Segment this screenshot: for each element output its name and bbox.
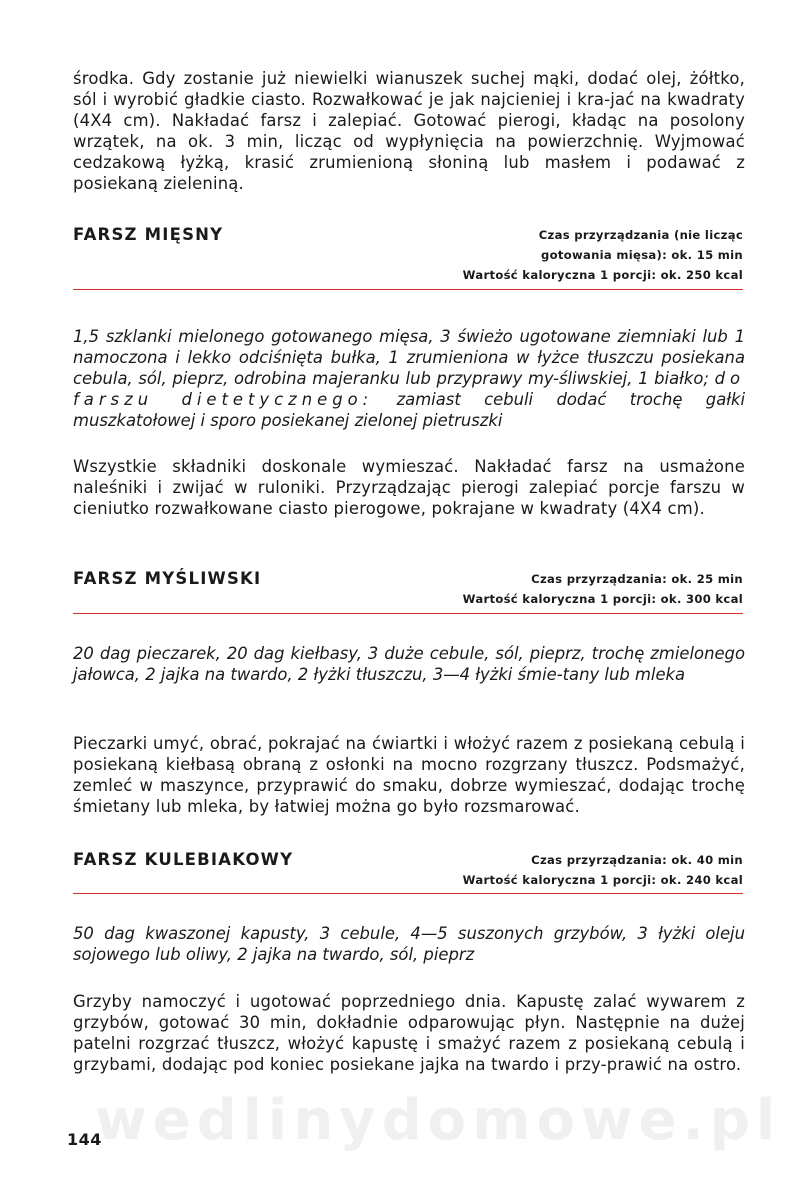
method-paragraph: Grzyby namoczyć i ugotować poprzedniego dnia. Kapustę zalać wywarem z grzybów, gotować 30 min, dokładnie odparowując płyn. Następnie na dużej patelni rozgrzać tłuszcz, włożyć kapustę i smażyć razem z posiekaną cebulą i grzybami, dodając pod koniec posiekane jajka na twardo i przy-prawić na ostro.	[73, 992, 745, 1074]
recipe-title: FARSZ MIĘSNY	[73, 225, 224, 244]
ingredients-paragraph: 20 dag pieczarek, 20 dag kiełbasy, 3 duże cebule, sól, pieprz, trochę zmielonego jałowca, 2 jajka na twardo, 2 łyżki tłuszczu, 3—4 łyżki śmie-tany lub mleka	[73, 644, 745, 684]
recipe-meta	[463, 850, 743, 890]
meta-calories-line: Wartość kaloryczna 1 porcji: ok. 240 kcal	[462, 873, 743, 887]
recipe-header-mysliwski	[73, 569, 743, 609]
recipe-title: FARSZ KULEBIAKOWY	[73, 850, 294, 869]
ingredients-diet-text: zamiast cebuli dodać trochę gałki muszkatołowej i sporo posiekanej zielonej pietruszki	[73, 390, 745, 430]
recipe-meta	[463, 225, 743, 285]
ingredients-diet-label: do farszu dietetycznego:	[73, 369, 745, 409]
ingredients-paragraph: 50 dag kwaszonej kapusty, 3 cebule, 4—5 suszonych grzybów, 3 łyżki oleju sojowego lub oliwy, 2 jajka na twardo, sól, pieprz	[73, 924, 745, 964]
watermark: wedlinydomowe.pl	[95, 1088, 782, 1153]
meta-calories-line: Wartość kaloryczna 1 porcji: ok. 250 kcal	[462, 268, 743, 282]
page-number: 144	[67, 1130, 102, 1149]
ingredients-text: 1,5 szklanki mielonego gotowanego mięsa, 3 świeżo ugotowane ziemniaki lub 1 namoczona i lekko odciśnięta bułka, 1 zrumieniona w łyżce tłuszczu posiekana cebula, sól, pieprz, odrobina majeranku lub przyprawy my-śliwskiej, 1 białko;	[73, 327, 745, 388]
meta-time-line-cont: gotowania mięsa): ok. 15 min	[540, 248, 743, 262]
method-paragraph: Wszystkie składniki doskonale wymieszać. Nakładać farsz na usmażone naleśniki i zwijać w ruloniki. Przyrządzając pierogi zalepiać porcje farszu w cieniutko rozwałkowane ciasto pierogowe, pokrajane w kwadraty (4X4 cm).	[73, 457, 745, 518]
method-paragraph: Pieczarki umyć, obrać, pokrajać na ćwiartki i włożyć razem z posiekaną cebulą i posiekaną kiełbasą obraną z osłonki na mocno rozgrzany tłuszcz. Podsmażyć, zemleć w maszynce, przyprawić do smaku, dobrze wymieszać, dodając trochę śmietany lub mleka, by łatwiej można go było rozsmarować.	[73, 734, 745, 816]
red-divider	[73, 893, 743, 894]
recipe-header-kulebiakowy	[73, 850, 743, 890]
ingredients-paragraph	[73, 326, 745, 431]
red-divider	[73, 289, 743, 290]
intro-paragraph: środka. Gdy zostanie już niewielki wianuszek suchej mąki, dodać olej, żółtko, sól i wyrobić gładkie ciasto. Rozwałkować je jak najcieniej i kra-jać na kwadraty (4X4 cm). Nakładać farsz i zalepiać. Gotować pierogi, kładąc na posolony wrzątek, na ok. 3 min, licząc od wypłynięcia na powierzchnię. Wyjmować cedzakową łyżką, krasić zrumienioną słoniną lub masłem i podawać z posiekaną zieleniną.	[73, 69, 745, 193]
recipe-title: FARSZ MYŚLIWSKI	[73, 569, 262, 588]
meta-calories-line: Wartość kaloryczna 1 porcji: ok. 300 kcal	[462, 592, 743, 606]
meta-time-line: Czas przyrządzania: ok. 40 min	[531, 853, 743, 867]
recipe-meta	[463, 569, 743, 609]
recipe-header-miesny	[73, 225, 743, 285]
meta-time-line: Czas przyrządzania: ok. 25 min	[531, 572, 743, 586]
red-divider	[73, 613, 743, 614]
meta-time-line: Czas przyrządzania (nie licząc	[538, 228, 743, 242]
